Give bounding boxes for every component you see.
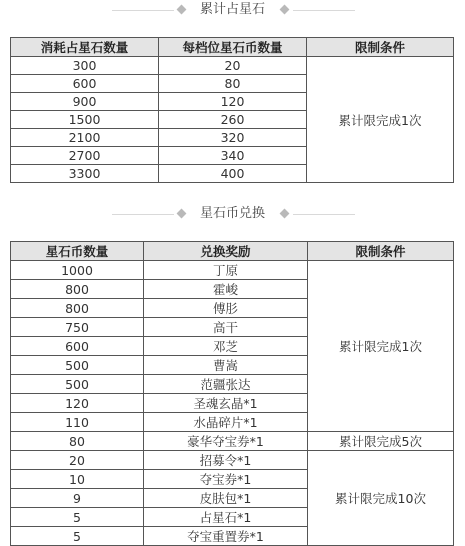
cell: 300	[11, 57, 159, 75]
cell: 夺宝重置券*1	[144, 527, 308, 546]
star-stone-table	[10, 37, 454, 183]
cell: 邓芝	[144, 337, 308, 356]
section-title-text: 星石币兑换	[199, 206, 265, 221]
divider-right	[293, 214, 355, 215]
cell: 10	[11, 470, 144, 489]
cell: 夺宝券*1	[144, 470, 308, 489]
cell: 曹嵩	[144, 356, 308, 375]
cell: 高干	[144, 318, 308, 337]
table-header-row	[11, 38, 454, 57]
cell: 1500	[11, 111, 159, 129]
col-header: 限制条件	[308, 242, 454, 261]
cell: 400	[159, 165, 307, 183]
cell: 5	[11, 508, 144, 527]
col-header: 消耗占星石数量	[11, 38, 159, 57]
table-row	[11, 57, 454, 75]
cell: 圣魂玄晶*1	[144, 394, 308, 413]
table-header-row	[11, 242, 454, 261]
cell: 豪华夺宝券*1	[144, 432, 308, 451]
table-row	[11, 261, 454, 280]
cell: 80	[11, 432, 144, 451]
col-header: 限制条件	[307, 38, 454, 57]
cell: 900	[11, 93, 159, 111]
cell: 800	[11, 280, 144, 299]
cell: 500	[11, 356, 144, 375]
cell: 范疆张达	[144, 375, 308, 394]
cell: 600	[11, 337, 144, 356]
cell: 340	[159, 147, 307, 165]
cell: 2700	[11, 147, 159, 165]
limit-cell: 累计限完成10次	[308, 451, 454, 546]
divider-right	[293, 10, 355, 11]
section-title-text: 累计占星石	[199, 2, 265, 17]
cell: 占星石*1	[144, 508, 308, 527]
cell: 500	[11, 375, 144, 394]
cell: 傅肜	[144, 299, 308, 318]
cell: 3300	[11, 165, 159, 183]
cell: 1000	[11, 261, 144, 280]
cell: 霍峻	[144, 280, 308, 299]
cell: 2100	[11, 129, 159, 147]
section-title-1	[0, 0, 465, 20]
cell: 600	[11, 75, 159, 93]
cell: 9	[11, 489, 144, 508]
cell: 320	[159, 129, 307, 147]
cell: 120	[11, 394, 144, 413]
cell: 水晶碎片*1	[144, 413, 308, 432]
star-coin-exchange-table	[10, 241, 454, 546]
col-header: 每档位星石币数量	[159, 38, 307, 57]
cell: 皮肤包*1	[144, 489, 308, 508]
cell: 800	[11, 299, 144, 318]
table-row	[11, 432, 454, 451]
col-header: 兑换奖励	[144, 242, 308, 261]
section-title-2	[0, 204, 465, 224]
cell: 110	[11, 413, 144, 432]
cell: 260	[159, 111, 307, 129]
cell: 20	[159, 57, 307, 75]
cell: 120	[159, 93, 307, 111]
cell: 750	[11, 318, 144, 337]
cell: 80	[159, 75, 307, 93]
limit-cell: 累计限完成5次	[308, 432, 454, 451]
limit-cell: 累计限完成1次	[308, 261, 454, 432]
cell: 招募令*1	[144, 451, 308, 470]
col-header: 星石币数量	[11, 242, 144, 261]
cell: 20	[11, 451, 144, 470]
table-row	[11, 451, 454, 470]
cell: 5	[11, 527, 144, 546]
limit-cell: 累计限完成1次	[307, 57, 454, 183]
cell: 丁原	[144, 261, 308, 280]
